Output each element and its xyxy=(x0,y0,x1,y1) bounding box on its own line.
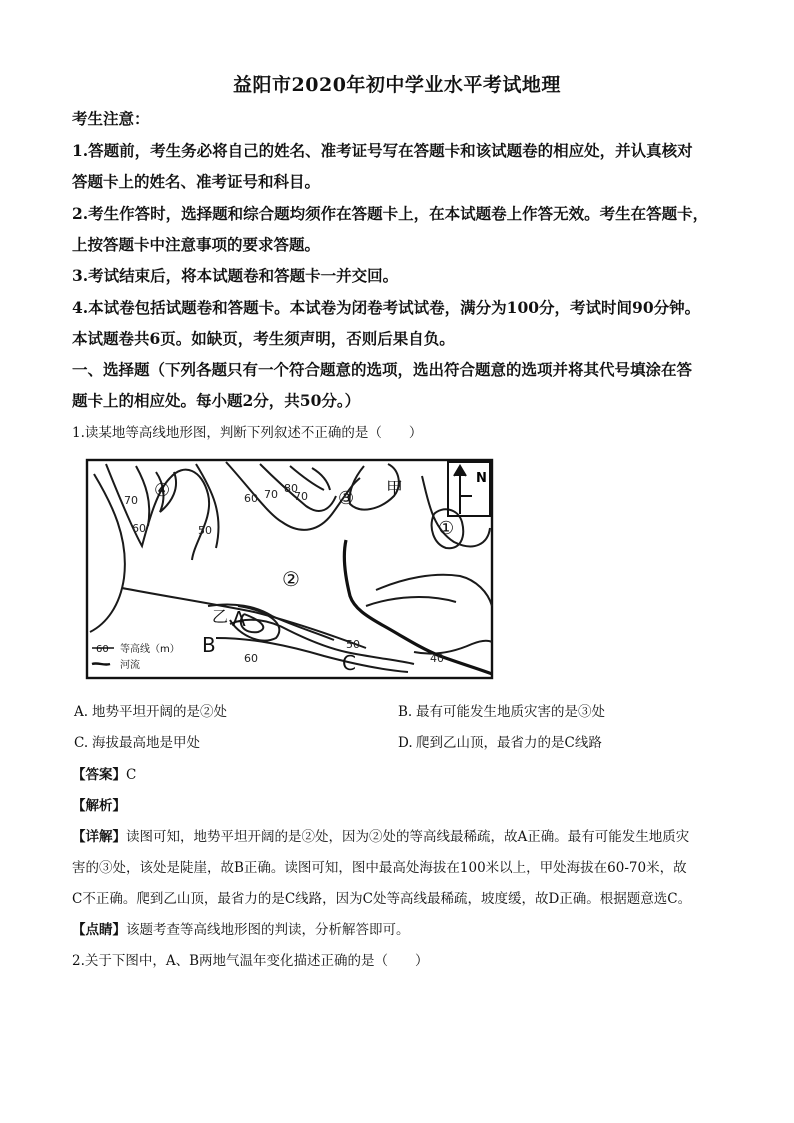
option-b xyxy=(398,703,605,721)
contour-line xyxy=(376,575,492,606)
notice-line: 2.考生作答时，选择题和综合题均须作在答题卡上，在本试题卷上作答无效。考生在答题卡， xyxy=(72,204,709,223)
contour-line xyxy=(106,464,209,560)
contour-map-svg xyxy=(84,456,496,682)
contour-value: 50 xyxy=(346,638,360,651)
contour-map xyxy=(84,456,496,682)
option-key: B. xyxy=(398,704,413,720)
contour-value: 60 xyxy=(244,652,258,665)
option-text: 爬到乙山顶，最省力的是C线路 xyxy=(416,735,602,751)
detail-line xyxy=(72,827,732,847)
contour-value: 60 xyxy=(244,492,258,505)
contour-value: 40 xyxy=(430,652,444,665)
contour-value: 50 xyxy=(198,524,212,537)
legend-river-text: 河流 xyxy=(120,660,140,671)
contour-value: 80 xyxy=(284,482,298,495)
river-line xyxy=(344,540,492,674)
site-label-3: ③ xyxy=(338,488,355,509)
tip-tag: 【点睛】 xyxy=(72,922,126,938)
contour-line xyxy=(366,597,456,606)
legend-contour-text: 等高线（m） xyxy=(120,644,180,655)
section-heading: 题卡上的相应处。每小题2分，共50分。） xyxy=(72,391,361,410)
contour-value: 60 xyxy=(132,522,146,535)
contour-value: 70 xyxy=(294,490,308,503)
section-heading: 一、选择题（下列各题只有一个符合题意的选项，选出符合题意的选项并将其代号填涂在答 xyxy=(72,360,693,379)
notice-line: 4.本试卷包括试题卷和答题卡。本试卷为闭卷考试试卷，满分为100分，考试时间90分钟。 xyxy=(72,298,701,317)
route-label-b: B xyxy=(202,633,216,657)
site-label-jia: 甲 xyxy=(386,479,403,499)
option-key: A. xyxy=(74,704,89,720)
tip-text: 该题考查等高线地形图的判读，分析解答即可。 xyxy=(126,922,410,938)
contour-line xyxy=(422,476,490,546)
answer-tag: 【答案】 xyxy=(72,767,126,783)
tip-line xyxy=(72,920,732,940)
site-label-yi: 乙 xyxy=(212,607,229,626)
contour-line xyxy=(312,468,330,490)
option-key: D. xyxy=(398,735,413,751)
question-2-stem: 2.关于下图中，A、B两地气温年变化描述正确的是（ ） xyxy=(72,953,429,969)
site-label-2: ② xyxy=(282,567,300,591)
route-label-a: A xyxy=(232,607,246,631)
option-a xyxy=(74,703,227,721)
detail-line: 害的③处，该处是陡崖，故B正确。读图可知，图中最高处海拔在100米以上，甲处海拔在60-70米，故 xyxy=(72,860,687,876)
site-label-4: ④ xyxy=(154,480,171,501)
question-1-stem: 1.读某地等高线地形图，判断下列叙述不正确的是（ ） xyxy=(72,425,423,441)
option-text: 海拔最高地是甲处 xyxy=(92,735,200,751)
map-legend xyxy=(92,642,180,671)
site-label-1: ① xyxy=(438,518,455,539)
legend-contour-value: 60 xyxy=(96,644,109,655)
detail-line: C不正确。爬到乙山顶，最省力的是C线路，因为C处等高线最稀疏，坡度缓，故D正确。根据题意选C。 xyxy=(72,891,692,907)
notice-line: 1.答题前，考生务必将自己的姓名、准考证号写在答题卡和该试题卷的相应处，并认真核对 xyxy=(72,141,693,160)
detail-tag: 【详解】 xyxy=(72,829,126,845)
notice-line: 上按答题卡中注意事项的要求答题。 xyxy=(72,235,321,254)
contour-value: 70 xyxy=(124,494,138,507)
contour-line xyxy=(414,641,492,654)
detail-text: 读图可知，地势平坦开阔的是②处，因为②处的等高线最稀疏，故A正确。最有可能发生地质灾 xyxy=(126,829,690,845)
notice-line: 答题卡上的姓名、准考证号和科目。 xyxy=(72,172,321,191)
contour-value: 70 xyxy=(264,488,278,501)
option-d xyxy=(398,734,602,752)
option-text: 最有可能发生地质灾害的是③处 xyxy=(416,704,605,720)
page-title: 益阳市2020年初中学业水平考试地理 xyxy=(233,74,561,96)
notice-heading: 考生注意： xyxy=(72,109,150,128)
option-key: C. xyxy=(74,735,89,751)
notice-line: 3.考试结束后，将本试题卷和答题卡一并交回。 xyxy=(72,266,399,285)
answer-value: C xyxy=(126,767,137,783)
notice-line: 本试题卷共6页。如缺页，考生须声明，否则后果自负。 xyxy=(72,329,455,348)
answer-line xyxy=(72,765,732,785)
north-label: N xyxy=(476,471,487,486)
analysis-tag: 【解析】 xyxy=(72,798,126,814)
option-c xyxy=(74,734,200,752)
option-text: 地势平坦开阔的是②处 xyxy=(92,704,227,720)
route-label-c: C xyxy=(342,651,356,675)
